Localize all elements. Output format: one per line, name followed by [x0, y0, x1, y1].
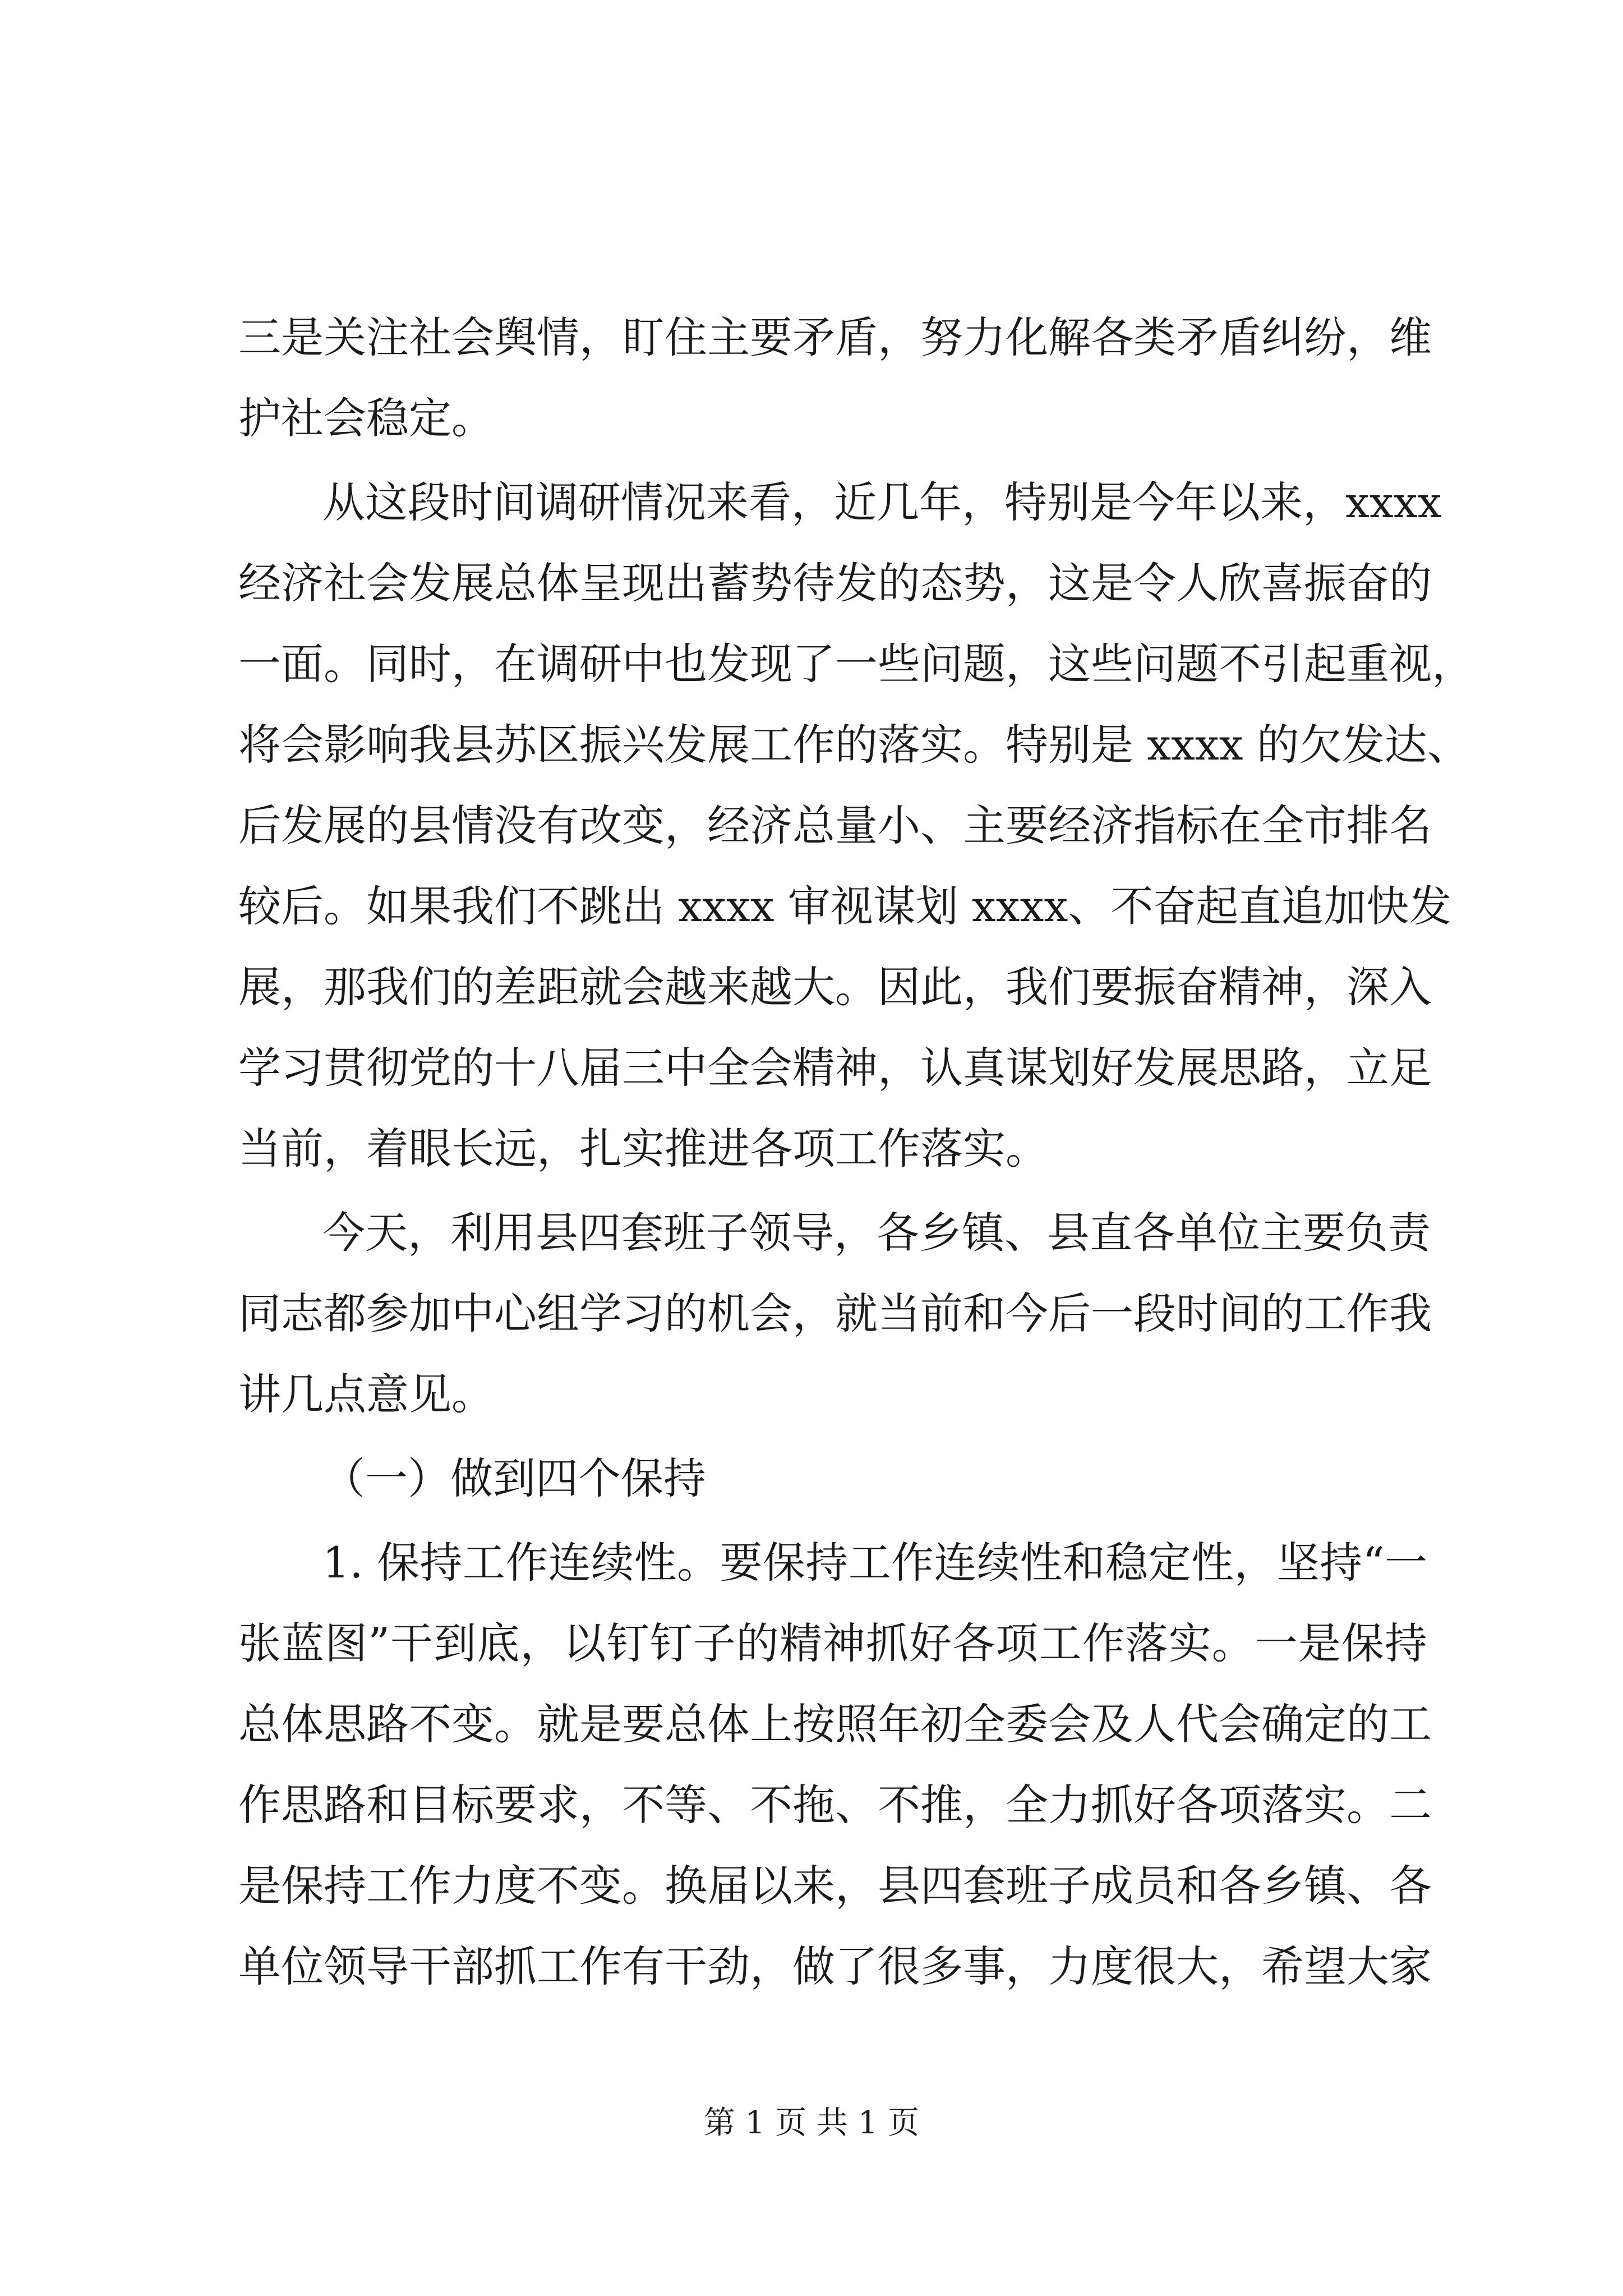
- text-line: 同志都参加中心组学习的机会，就当前和今后一段时间的工作我: [238, 1289, 1432, 1338]
- text-line: 讲几点意见。: [238, 1369, 494, 1419]
- text-line: 一面。同时，在调研中也发现了一些问题，这些问题不引起重视，: [238, 639, 1474, 689]
- page-footer: 第 1 页 共 1 页: [703, 2105, 920, 2141]
- text-line: 经济社会发展总体呈现出蓄势待发的态势，这是令人欣喜振奋的: [238, 558, 1432, 608]
- text-line: 张蓝图”干到底，以钉钉子的精神抓好各项工作落实。一是保持: [238, 1618, 1427, 1668]
- paragraph: [238, 1522, 1432, 2007]
- text-line: 护社会稳定。: [238, 393, 494, 443]
- paragraph: [238, 297, 1432, 459]
- text-line: 从这段时间调研情况来看，近几年，特别是今年以来，xxxx: [322, 477, 1442, 527]
- text-line: 后发展的县情没有改变，经济总量小、主要经济指标在全市排名: [238, 800, 1432, 850]
- paragraph: [238, 1193, 1432, 1435]
- text-line: 当前，着眼长远，扎实推进各项工作落实。: [238, 1124, 1048, 1174]
- text-line: 今天，利用县四套班子领导，各乡镇、县直各单位主要负责: [322, 1208, 1431, 1258]
- heading-text: （一）做到四个保持: [322, 1453, 706, 1503]
- text-line: 作思路和目标要求，不等、不拖、不推，全力抓好各项落实。二: [238, 1780, 1432, 1830]
- text-line: 较后。如果我们不跳出 xxxx 审视谋划 xxxx、不奋起直追加快发: [238, 881, 1452, 931]
- text-line: 1. 保持工作连续性。要保持工作连续性和稳定性，坚持“一: [322, 1538, 1427, 1588]
- document-body: [238, 297, 1474, 2007]
- text-line: 单位领导干部抓工作有干劲，做了很多事，力度很大，希望大家: [238, 1941, 1432, 1991]
- text-line: 学习贯彻党的十八届三中全会精神，认真谋划好发展思路，立足: [238, 1043, 1432, 1093]
- text-line: 展，那我们的差距就会越来越大。因此，我们要振奋精神，深入: [238, 962, 1432, 1012]
- text-line: 三是关注社会舆情，盯住主要矛盾，努力化解各类矛盾纠纷，维: [238, 312, 1432, 362]
- section-heading: [238, 1438, 1427, 1519]
- paragraph: [238, 462, 1474, 1189]
- text-line: 是保持工作力度不变。换届以来，县四套班子成员和各乡镇、各: [238, 1861, 1432, 1911]
- text-line: 将会影响我县苏区振兴发展工作的落实。特别是 xxxx 的欠发达、: [238, 720, 1470, 770]
- text-line: 总体思路不变。就是要总体上按照年初全委会及人代会确定的工: [238, 1699, 1432, 1749]
